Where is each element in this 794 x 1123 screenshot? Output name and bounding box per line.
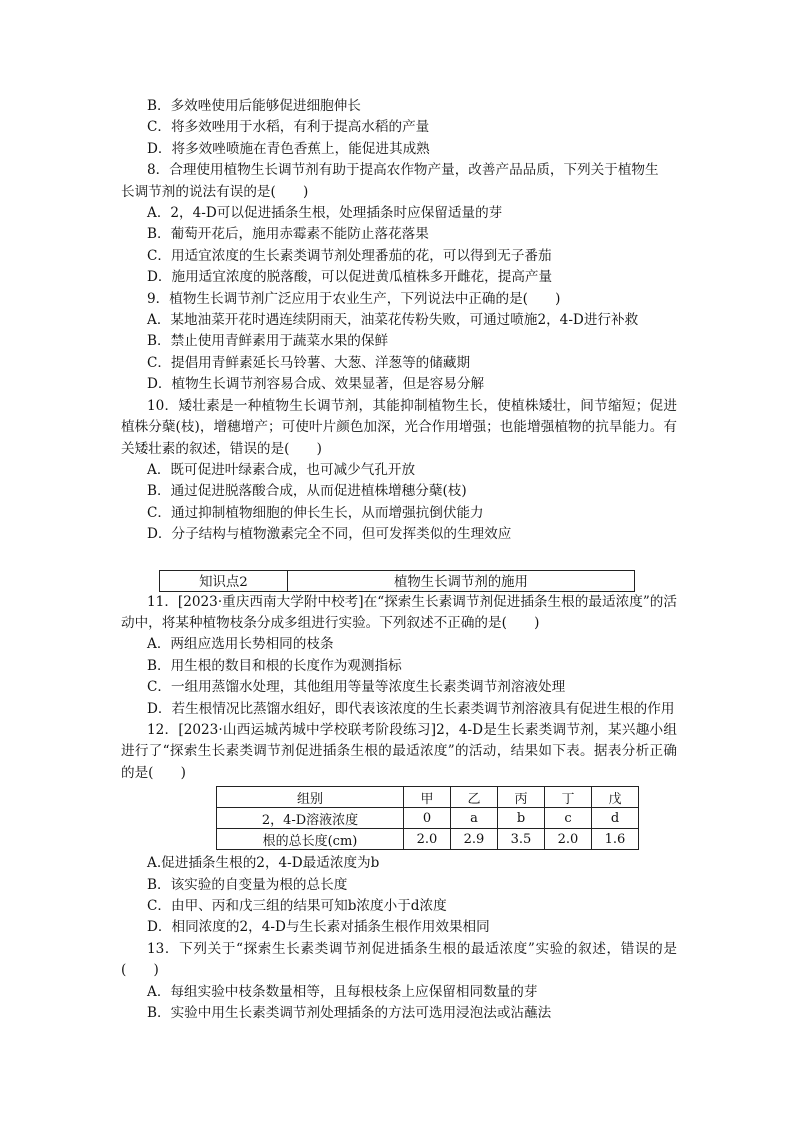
table-header-cell: 丁 xyxy=(545,787,592,808)
section-gap xyxy=(121,546,677,570)
q10-option-c: C．通过抑制植物细胞的伸长生长，从而增强抗倒伏能力 xyxy=(147,504,484,521)
q9-option-a: A．某地油菜开花时遇连续阴雨天，油菜花传粉失败，可通过喷施2，4-D进行补救 xyxy=(147,312,639,329)
table-cell: 1.6 xyxy=(592,829,639,850)
q12-stem: 12．[2023·山西运城芮城中学校联考阶段练习]2，4-D是生长素类调节剂，某兴趣小组进行了“探索生长素类调节剂促进插条生根的最适浓度”的活动，结果如下表。据表分析正确的是( ) xyxy=(121,721,677,781)
q13-option-a: A．每组实验中枝条数量相等，且每根枝条上应保留相同数量的芽 xyxy=(147,983,538,1000)
table-cell: b xyxy=(498,808,545,829)
knowledge-point-title: 植物生长调节剂的施用 xyxy=(287,570,634,591)
q8-stem-line1: 8．合理使用植物生长调节剂有助于提高农作物产量，改善产品品质，下列关于植物生 xyxy=(147,162,659,179)
q8-option-c: C．用适宜浓度的生长素类调节剂处理番茄的花，可以得到无子番茄 xyxy=(147,247,552,264)
table-cell: a xyxy=(451,808,498,829)
table-cell: 0 xyxy=(404,808,451,829)
q11-option-c: C．一组用蒸馏水处理，其他组用等量等浓度生长素类调节剂溶液处理 xyxy=(147,679,566,696)
q7-option-c: C．将多效唑用于水稻，有利于提高水稻的产量 xyxy=(147,119,430,136)
q10-option-a: A．既可促进叶绿素合成，也可减少气孔开放 xyxy=(147,461,416,478)
table-row xyxy=(217,829,639,850)
q9-option-c: C．提倡用青鲜素延长马铃薯、大葱、洋葱等的储藏期 xyxy=(147,354,471,371)
q8-option-a: A．2，4-D可以促进插条生根，处理插条时应保留适量的芽 xyxy=(147,205,503,222)
q10-stem: 10．矮壮素是一种植物生长调节剂，其能抑制植物生长，使植株矮壮，间节缩短；促进植株分蘖(枝)，增穗增产；可使叶片颜色加深，光合作用增强；也能增强植物的抗旱能力。有关矮壮素的叙述，错误的是( ) xyxy=(121,397,677,457)
q9-option-b: B．禁止使用青鲜素用于蔬菜水果的保鲜 xyxy=(147,333,389,350)
q12-results-table xyxy=(216,786,639,850)
table-cell: 根的总长度(cm) xyxy=(217,829,404,850)
table-cell: 3.5 xyxy=(498,829,545,850)
table-header-cell: 甲 xyxy=(404,787,451,808)
table-row xyxy=(217,808,639,829)
q7-option-d: D．将多效唑喷施在青色香蕉上，能促进其成熟 xyxy=(147,140,430,157)
q12-option-c: C．由甲、丙和戊三组的结果可知b浓度小于d浓度 xyxy=(147,898,447,914)
knowledge-point-label: 知识点2 xyxy=(160,570,288,591)
q12-option-b: B．该实验的自变量为根的总长度 xyxy=(147,876,348,893)
q8-option-d: D．施用适宜浓度的脱落酸，可以促进黄瓜植株多开雌花，提高产量 xyxy=(147,269,553,286)
table-header-cell: 组别 xyxy=(217,787,404,808)
table-cell: c xyxy=(545,808,592,829)
question-list xyxy=(121,96,677,1024)
q12-option-a: A.促进插条生根的2，4-D最适浓度为b xyxy=(147,855,380,872)
table-cell: 2，4-D溶液浓度 xyxy=(217,808,404,829)
q10-option-b: B．通过促进脱落酸合成，从而促进植株增穗分蘖(枝) xyxy=(147,483,467,500)
table-cell: 2.0 xyxy=(404,829,451,850)
q7-option-b: B．多效唑使用后能够促进细胞伸长 xyxy=(147,98,361,114)
knowledge-point-header xyxy=(159,570,635,592)
q11-stem: 11．[2023·重庆西南大学附中校考]在“探索生长素调节剂促进插条生根的最适浓度”的活动中，将某种植物枝条分成多组进行实验。下列叙述不正确的是( ) xyxy=(121,593,677,631)
q11-option-d: D．若生根情况比蒸馏水组好，即代表该浓度的生长素类调节剂溶液具有促进生根的作用 xyxy=(147,700,675,717)
q8-stem-line2: 长调节剂的说法有误的是( ) xyxy=(121,183,309,200)
table-header-row xyxy=(217,787,639,808)
q11-option-a: A．两组应选用长势相同的枝条 xyxy=(147,636,334,653)
table-cell: d xyxy=(592,808,639,829)
q13-stem: 13．下列关于“探索生长素类调节剂促进插条生根的最适浓度”实验的叙述，错误的是( ) xyxy=(121,940,677,979)
q10-option-d: D．分子结构与植物激素完全不同，但可发挥类似的生理效应 xyxy=(147,526,512,543)
table-header-cell: 戊 xyxy=(592,787,639,808)
q9-stem: 9．植物生长调节剂广泛应用于农业生产，下列说法中正确的是( ) xyxy=(147,290,561,307)
q13-option-b: B．实验中用生长素类调节剂处理插条的方法可选用浸泡法或沾蘸法 xyxy=(147,1005,552,1022)
table-header-cell: 丙 xyxy=(498,787,545,808)
q8-option-b: B．葡萄开花后，施用赤霉素不能防止落花落果 xyxy=(147,226,429,243)
q9-option-d: D．植物生长调节剂容易合成、效果显著，但是容易分解 xyxy=(147,376,485,393)
table-cell: 2.0 xyxy=(545,829,592,850)
q12-option-d: D．相同浓度的2，4-D与生长素对插条生根作用效果相同 xyxy=(147,919,490,936)
table-cell: 2.9 xyxy=(451,829,498,850)
table-header-cell: 乙 xyxy=(451,787,498,808)
q11-option-b: B．用生根的数目和根的长度作为观测指标 xyxy=(147,657,402,674)
